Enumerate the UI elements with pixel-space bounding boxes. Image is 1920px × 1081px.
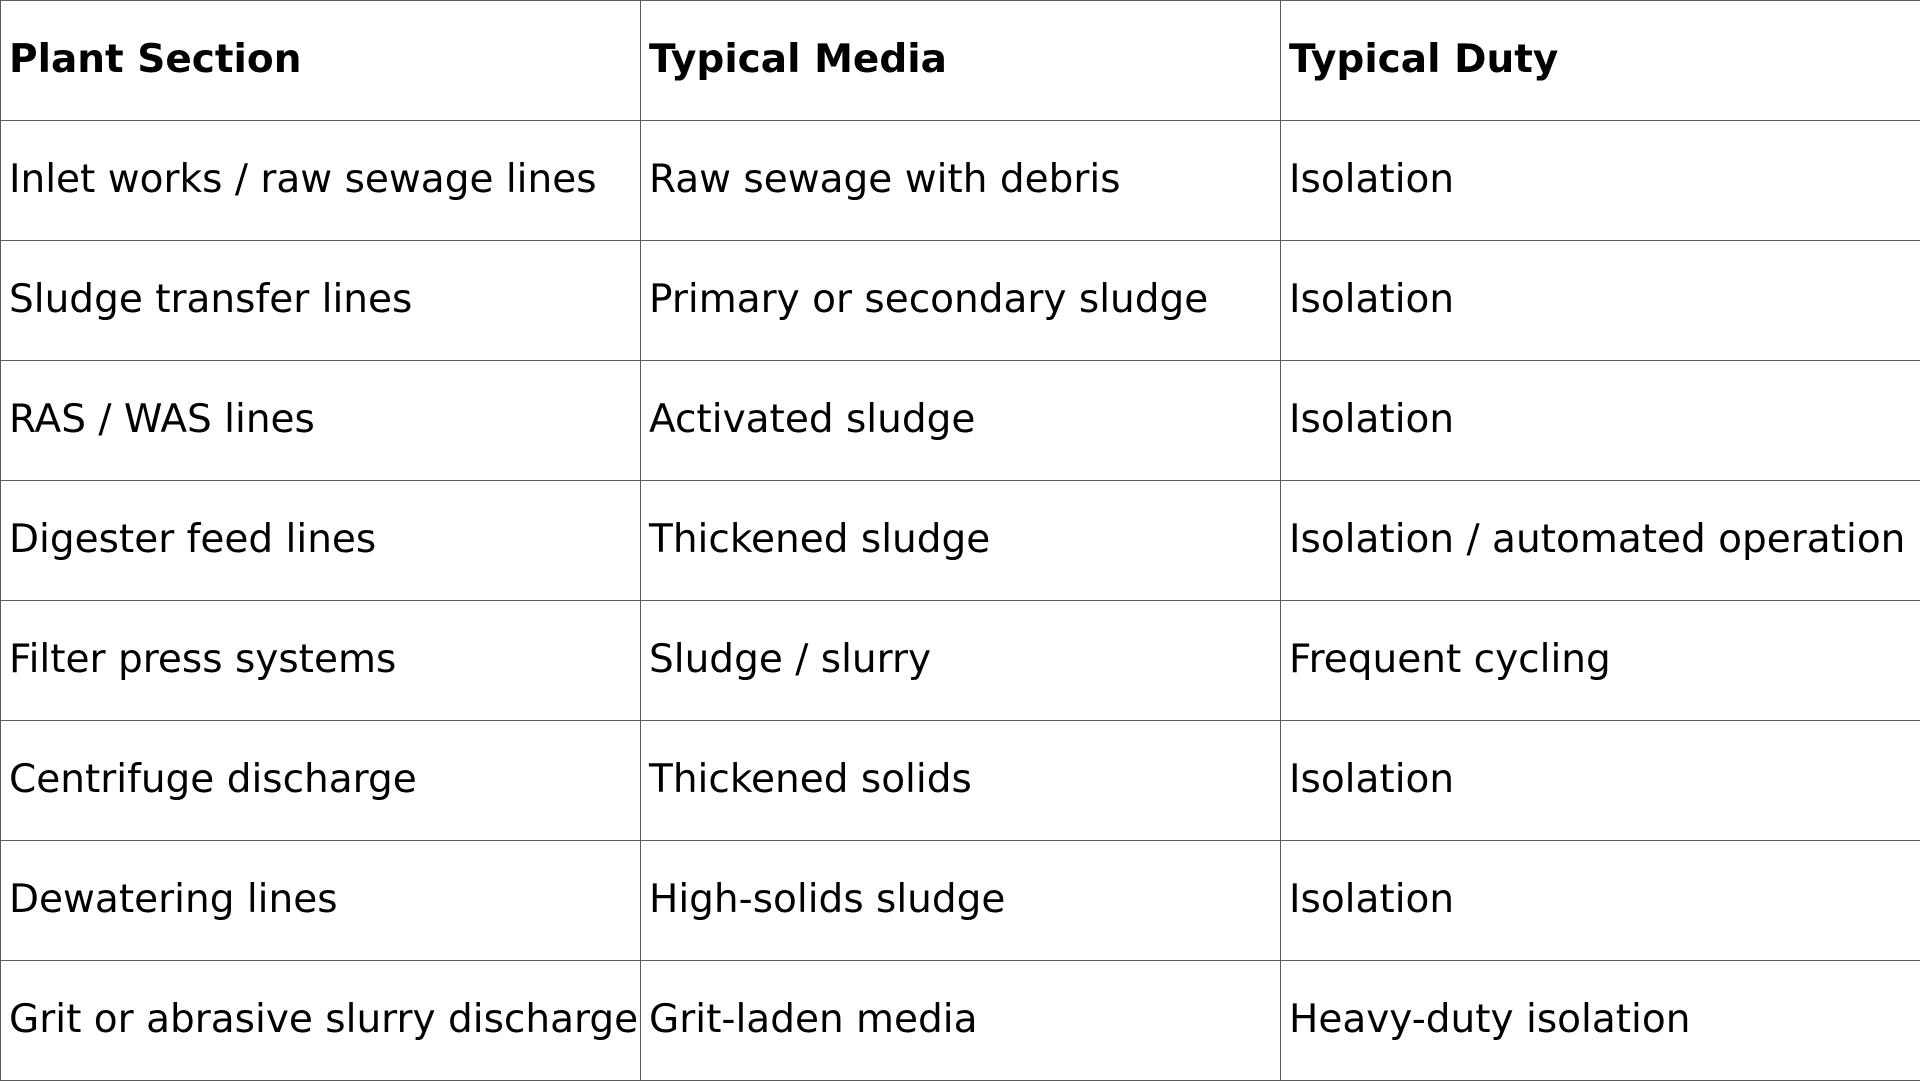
table-row — [1, 721, 1920, 841]
plant-section-cell: Inlet works / raw sewage lines — [1, 121, 641, 241]
typical-media-cell: Raw sewage with debris — [641, 121, 1281, 241]
typical-duty-cell: Isolation — [1281, 721, 1920, 841]
typical-duty-cell: Isolation — [1281, 841, 1920, 961]
table-row — [1, 241, 1920, 361]
table-row — [1, 481, 1920, 601]
table-row — [1, 361, 1920, 481]
typical-duty-cell: Heavy-duty isolation — [1281, 961, 1920, 1081]
plant-section-cell: Centrifuge discharge — [1, 721, 641, 841]
plant-section-cell: Dewatering lines — [1, 841, 641, 961]
table-row — [1, 841, 1920, 961]
table-row — [1, 601, 1920, 721]
typical-media-cell: High-solids sludge — [641, 841, 1281, 961]
typical-duty-cell: Isolation — [1281, 241, 1920, 361]
plant-section-cell: RAS / WAS lines — [1, 361, 641, 481]
typical-media-cell: Primary or secondary sludge — [641, 241, 1281, 361]
header-plant-section: Plant Section — [1, 1, 641, 121]
typical-media-cell: Thickened sludge — [641, 481, 1281, 601]
typical-media-cell: Activated sludge — [641, 361, 1281, 481]
header-typical-duty: Typical Duty — [1281, 1, 1920, 121]
typical-media-cell: Thickened solids — [641, 721, 1281, 841]
header-typical-media: Typical Media — [641, 1, 1281, 121]
typical-duty-cell: Isolation / automated operation — [1281, 481, 1920, 601]
typical-media-cell: Sludge / slurry — [641, 601, 1281, 721]
plant-section-cell: Digester feed lines — [1, 481, 641, 601]
typical-duty-cell: Isolation — [1281, 121, 1920, 241]
plant-section-cell: Filter press systems — [1, 601, 641, 721]
table-row — [1, 961, 1920, 1081]
table-header-row — [1, 1, 1920, 121]
typical-media-cell: Grit-laden media — [641, 961, 1281, 1081]
typical-duty-cell: Frequent cycling — [1281, 601, 1920, 721]
table-row — [1, 121, 1920, 241]
plant-section-cell: Grit or abrasive slurry discharge — [1, 961, 641, 1081]
typical-duty-cell: Isolation — [1281, 361, 1920, 481]
plant-section-cell: Sludge transfer lines — [1, 241, 641, 361]
